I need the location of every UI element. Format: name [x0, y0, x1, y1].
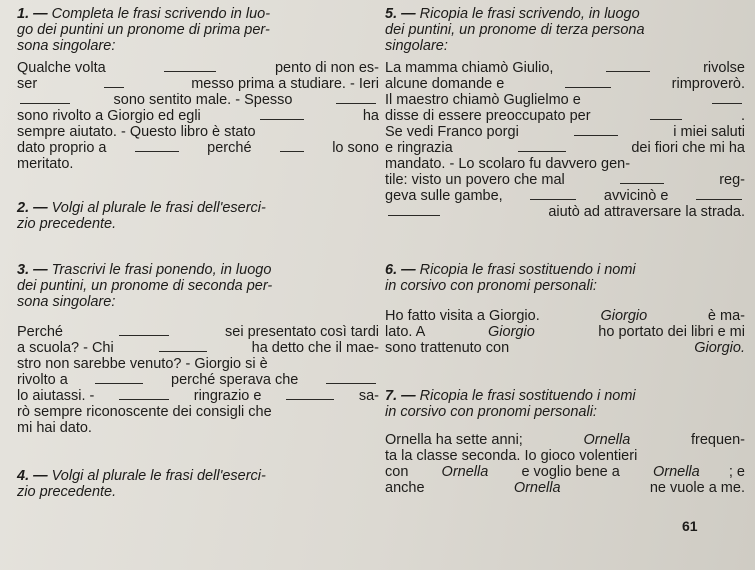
- exercise-number: 6. —: [385, 262, 420, 278]
- exercise-number: 2. —: [17, 200, 52, 216]
- exercise-number: 5. —: [385, 6, 420, 22]
- line-text: rivolto a: [17, 372, 68, 388]
- italic-noun: Giorgio.: [694, 340, 745, 356]
- exercise-instruction-text: Ricopia le frasi sostituendo i nomi: [419, 388, 636, 404]
- line-text: stro non sarebbe venuto? - Giorgio si è: [17, 356, 268, 372]
- exercise-instruction-line: [385, 388, 636, 404]
- fill-in-blank: [696, 188, 742, 200]
- line-text: ha: [362, 108, 379, 124]
- text-line: [385, 464, 745, 480]
- exercise-instruction-line: [17, 38, 115, 54]
- fill-in-blank: [620, 172, 664, 184]
- text-line: [17, 404, 272, 420]
- line-text: dato proprio a: [17, 140, 107, 156]
- text-line: [17, 324, 379, 340]
- exercise-instruction-text: Trascrivi le frasi ponendo, in luogo: [51, 262, 272, 278]
- line-text: lo sono: [332, 140, 379, 156]
- italic-noun: Ornella: [441, 464, 489, 480]
- text-line: [385, 124, 745, 140]
- line-text: sempre aiutato. - Questo libro è stato: [17, 124, 256, 140]
- text-line: [385, 156, 630, 172]
- fill-in-blank: [135, 140, 179, 152]
- line-text: ne vuole a me.: [645, 480, 745, 496]
- fill-in-blank: [119, 388, 169, 400]
- line-text: pento di non es-: [274, 60, 379, 76]
- line-text: sono sentito male. - Spesso: [113, 92, 293, 108]
- line-text: Qualche volta: [17, 60, 106, 76]
- line-text: sono rivolto a Giorgio ed egli: [17, 108, 201, 124]
- text-line: [17, 156, 73, 172]
- exercise-instruction-text: singolare:: [385, 38, 448, 54]
- exercise-instruction-text: dei puntini, un pronome di seconda per-: [17, 278, 273, 294]
- text-line: [385, 60, 745, 76]
- text-line: [385, 432, 745, 448]
- text-line: [385, 188, 745, 204]
- line-text: perché sperava che: [171, 372, 299, 388]
- text-line: [17, 140, 379, 156]
- exercise-instruction-line: [17, 278, 272, 294]
- line-text: mi hai dato.: [17, 420, 92, 436]
- fill-in-blank: [119, 324, 169, 336]
- text-line: [17, 124, 256, 140]
- line-text: rò sempre riconoscente dei consigli che: [17, 404, 272, 420]
- line-text: avvicinò e: [603, 188, 669, 204]
- line-text: con: [385, 464, 413, 480]
- exercise-instruction-text: in corsivo con pronomi personali:: [385, 404, 597, 420]
- line-text: ; e: [728, 464, 745, 480]
- exercise-instruction-text: Completa le frasi scrivendo in luo-: [51, 6, 271, 22]
- exercise-instruction-text: sona singolare:: [17, 294, 116, 310]
- exercise-number: 3. —: [17, 262, 52, 278]
- line-text: è ma-: [703, 308, 745, 324]
- line-text: rimproverò.: [671, 76, 745, 92]
- italic-noun: Ornella: [513, 480, 561, 496]
- text-line: [385, 448, 637, 464]
- exercise-instruction-line: [385, 262, 636, 278]
- line-text: e ringrazia: [385, 140, 453, 156]
- fill-in-blank: [326, 372, 376, 384]
- exercise-instruction-line: [385, 278, 597, 294]
- line-text: disse di essere preoccupato per: [385, 108, 591, 124]
- exercise-instruction-text: sona singolare:: [17, 38, 116, 54]
- exercise-instruction-line: [17, 22, 270, 38]
- exercise-instruction-text: go dei puntini un pronome di prima per-: [17, 22, 270, 38]
- text-line: [17, 76, 379, 92]
- exercise-instruction-line: [17, 468, 266, 484]
- text-line: [385, 324, 745, 340]
- italic-noun: Ornella: [652, 464, 700, 480]
- exercise-instruction-line: [17, 484, 116, 500]
- fill-in-blank: [530, 188, 576, 200]
- text-line: [385, 340, 745, 356]
- fill-in-blank: [712, 92, 742, 104]
- line-text: a scuola? - Chi: [17, 340, 114, 356]
- fill-in-blank: [104, 76, 124, 88]
- line-text: Ho fatto visita a Giorgio.: [385, 308, 544, 324]
- line-text: .: [740, 108, 745, 124]
- text-line: [17, 356, 268, 372]
- line-text: Il maestro chiamò Guglielmo e: [385, 92, 581, 108]
- line-text: ringrazio e: [193, 388, 262, 404]
- line-text: ser: [17, 76, 38, 92]
- fill-in-blank: [565, 76, 611, 88]
- text-line: [385, 204, 745, 220]
- exercise-instruction-line: [385, 22, 645, 38]
- exercise-instruction-line: [385, 6, 640, 22]
- fill-in-blank: [260, 108, 304, 120]
- text-line: [385, 172, 745, 188]
- fill-in-blank: [286, 388, 334, 400]
- fill-in-blank: [388, 204, 440, 216]
- line-text: mandato. - Lo scolaro fu davvero gen-: [385, 156, 631, 172]
- line-text: Perché: [17, 324, 63, 340]
- exercise-instruction-line: [385, 38, 448, 54]
- text-line: [17, 372, 379, 388]
- exercise-instruction-line: [17, 294, 115, 310]
- exercise-instruction-text: Ricopia le frasi sostituendo i nomi: [419, 262, 636, 278]
- line-text: ha detto che il mae-: [251, 340, 379, 356]
- exercise-instruction-line: [17, 6, 270, 22]
- fill-in-blank: [20, 92, 70, 104]
- line-text: messo prima a studiare. - Ieri: [191, 76, 379, 92]
- text-line: [17, 60, 379, 76]
- line-text: sa-: [358, 388, 379, 404]
- text-line: [385, 480, 745, 496]
- italic-noun: Giorgio: [488, 324, 535, 340]
- line-text: anche: [385, 480, 429, 496]
- text-line: [17, 340, 379, 356]
- exercise-instruction-line: [17, 216, 116, 232]
- fill-in-blank: [650, 108, 682, 120]
- exercise-instruction-text: dei puntini, un pronome di terza persona: [385, 22, 645, 38]
- exercise-instruction-text: Volgi al plurale le frasi dell'eserci-: [51, 200, 266, 216]
- line-text: dei fiori che mi ha: [631, 140, 745, 156]
- line-text: lo aiutassi. -: [17, 388, 95, 404]
- page-number: 61: [682, 518, 698, 534]
- exercise-instruction-text: Volgi al plurale le frasi dell'eserci-: [51, 468, 266, 484]
- line-text: Ornella ha sette anni;: [385, 432, 527, 448]
- text-line: [17, 108, 379, 124]
- fill-in-blank: [159, 340, 207, 352]
- line-text: aiutò ad attraversare la strada.: [548, 204, 745, 220]
- italic-noun: Giorgio: [600, 308, 648, 324]
- fill-in-blank: [336, 92, 376, 104]
- line-text: perché: [207, 140, 252, 156]
- text-line: [385, 308, 745, 324]
- exercise-number: 4. —: [17, 468, 52, 484]
- text-line: [385, 92, 745, 108]
- exercise-instruction-text: in corsivo con pronomi personali:: [385, 278, 597, 294]
- exercise-instruction-text: Ricopia le frasi scrivendo, in luogo: [419, 6, 640, 22]
- fill-in-blank: [164, 60, 216, 72]
- exercise-instruction-line: [17, 200, 266, 216]
- text-line: [385, 76, 745, 92]
- fill-in-blank: [606, 60, 650, 72]
- line-text: geva sulle gambe,: [385, 188, 503, 204]
- line-text: rivolse: [703, 60, 745, 76]
- exercise-instruction-line: [385, 404, 597, 420]
- line-text: sei presentato così tardi: [225, 324, 379, 340]
- italic-noun: Ornella: [583, 432, 631, 448]
- line-text: Se vedi Franco porgi: [385, 124, 519, 140]
- text-line: [17, 388, 379, 404]
- line-text: ta la classe seconda. Io gioco volentieri: [385, 448, 638, 464]
- exercise-instruction-text: zio precedente.: [17, 484, 117, 500]
- text-line: [17, 420, 92, 436]
- line-text: La mamma chiamò Giulio,: [385, 60, 554, 76]
- line-text: meritato.: [17, 156, 74, 172]
- exercise-instruction-line: [17, 262, 271, 278]
- fill-in-blank: [574, 124, 618, 136]
- fill-in-blank: [518, 140, 566, 152]
- line-text: tile: visto un povero che mal: [385, 172, 565, 188]
- line-text: lato. A: [385, 324, 429, 340]
- fill-in-blank: [95, 372, 143, 384]
- exercise-number: 7. —: [385, 388, 420, 404]
- line-text: sono trattenuto con: [385, 340, 514, 356]
- fill-in-blank: [280, 140, 304, 152]
- line-text: alcune domande e: [385, 76, 505, 92]
- line-text: i miei saluti: [673, 124, 745, 140]
- line-text: e voglio bene a: [517, 464, 624, 480]
- text-line: [385, 140, 745, 156]
- line-text: reg-: [719, 172, 745, 188]
- exercise-instruction-text: zio precedente.: [17, 216, 117, 232]
- line-text: ho portato dei libri e mi: [594, 324, 745, 340]
- text-line: [17, 92, 379, 108]
- exercise-number: 1. —: [17, 6, 52, 22]
- text-line: [385, 108, 745, 124]
- line-text: frequen-: [686, 432, 745, 448]
